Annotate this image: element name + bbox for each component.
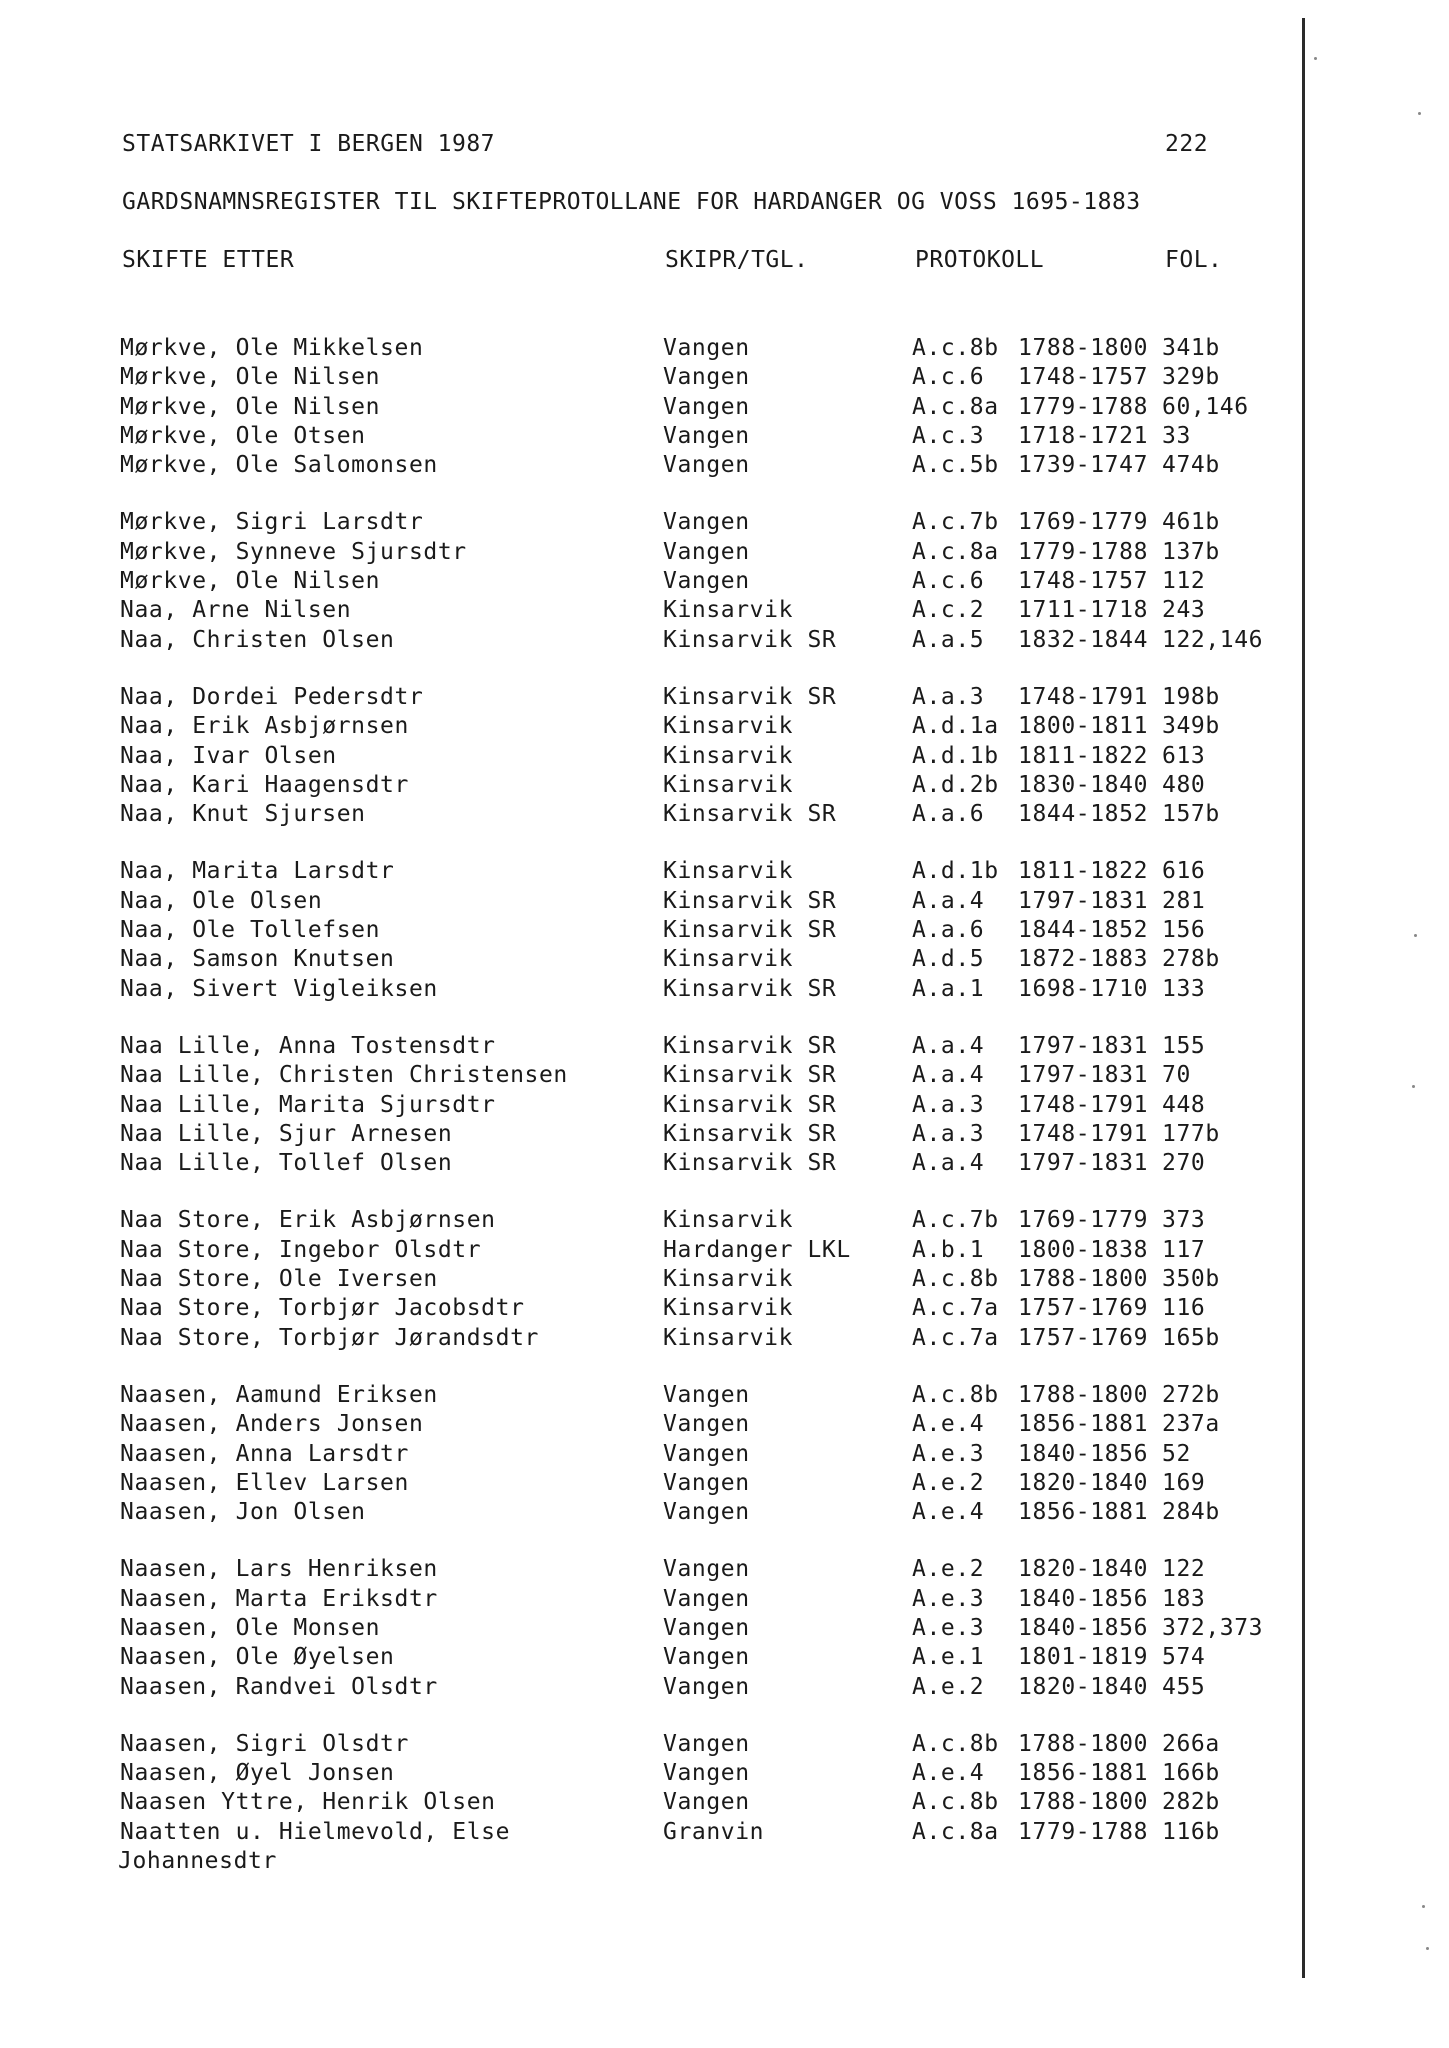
entry-years: 1800-1811 (1018, 713, 1149, 740)
entry-skipr: Kinsarvik (663, 1324, 794, 1351)
entry-folio: 122 (1162, 1556, 1206, 1583)
archive-title: STATSARKIVET I BERGEN 1987 (122, 131, 496, 157)
table-row (0, 451, 1300, 480)
entry-years: 1748-1791 (1018, 1091, 1149, 1118)
entry-name: Naa Lille, Anna Tostensdtr (120, 1032, 496, 1059)
entry-folio: 156 (1162, 917, 1206, 944)
entry-skipr: Vangen (663, 393, 750, 420)
entry-folio: 613 (1162, 742, 1206, 769)
entry-years: 1830-1840 (1018, 771, 1149, 798)
entry-protokoll: A.e.4 (912, 1411, 985, 1438)
table-row (0, 1788, 1300, 1817)
entry-years: 1832-1844 (1018, 626, 1149, 653)
entry-years: 1739-1747 (1018, 452, 1149, 479)
entry-name: Naasen, Lars Henriksen (120, 1556, 438, 1583)
entry-folio: 116 (1162, 1295, 1206, 1322)
table-row (0, 1498, 1300, 1527)
entry-skipr: Kinsarvik (663, 742, 794, 769)
entry-skipr: Kinsarvik (663, 713, 794, 740)
table-row (0, 800, 1300, 829)
entry-folio: 372,373 (1162, 1614, 1264, 1641)
entry-name: Naa Store, Ingebor Olsdtr (120, 1236, 482, 1263)
entry-folio: 243 (1162, 597, 1206, 624)
entry-name: Naa Lille, Sjur Arnesen (120, 1120, 453, 1147)
entry-protokoll: A.a.4 (912, 1032, 985, 1059)
entry-folio: 112 (1162, 568, 1206, 595)
table-row (0, 1643, 1300, 1672)
entry-skipr: Hardanger LKL (663, 1236, 851, 1263)
register-subtitle: GARDSNAMNSREGISTER TIL SKIFTEPROTOLLANE FOR HARDANGER OG VOSS 1695-1883 (122, 189, 1141, 215)
entry-name: Naa, Marita Larsdtr (120, 858, 395, 885)
entry-folio: 341b (1162, 335, 1220, 361)
entry-years: 1769-1779 (1018, 509, 1149, 536)
entry-years: 1788-1800 (1018, 1789, 1149, 1816)
entry-years: 1748-1757 (1018, 364, 1149, 391)
entry-folio: 165b (1162, 1324, 1220, 1351)
entry-protokoll: A.a.4 (912, 1062, 985, 1089)
entry-skipr: Vangen (663, 1556, 750, 1583)
entry-skipr: Granvin (663, 1818, 765, 1845)
entry-name: Naa Store, Erik Asbjørnsen (120, 1207, 496, 1234)
entry-years: 1779-1788 (1018, 1818, 1149, 1845)
table-row (0, 1469, 1300, 1498)
entry-years: 1748-1757 (1018, 568, 1149, 595)
entry-protokoll: A.e.4 (912, 1499, 985, 1526)
entry-years: 1844-1852 (1018, 917, 1149, 944)
table-row (0, 1730, 1300, 1759)
table-row (0, 1120, 1300, 1149)
entry-years: 1788-1800 (1018, 1381, 1149, 1408)
entry-name: Naasen, Aamund Eriksen (120, 1381, 438, 1408)
entry-skipr: Vangen (663, 1585, 750, 1612)
entry-years: 1748-1791 (1018, 1120, 1149, 1147)
entry-years: 1811-1822 (1018, 858, 1149, 885)
entry-years: 1811-1822 (1018, 742, 1149, 769)
entry-name: Mørkve, Ole Nilsen (120, 364, 381, 391)
entry-skipr: Vangen (663, 568, 750, 595)
entry-folio: 52 (1162, 1440, 1191, 1467)
entry-folio: 480 (1162, 771, 1206, 798)
entry-protokoll: A.c.7b (912, 1207, 999, 1234)
entry-name: Naa, Dordei Pedersdtr (120, 683, 424, 710)
entry-name: Naa, Erik Asbjørnsen (120, 713, 409, 740)
entry-skipr: Kinsarvik (663, 597, 794, 624)
entry-protokoll: A.c.8b (912, 1266, 999, 1293)
entry-skipr: Vangen (663, 1499, 750, 1526)
entry-years: 1779-1788 (1018, 393, 1149, 420)
table-row (0, 393, 1300, 422)
entry-protokoll: A.e.3 (912, 1440, 985, 1467)
entry-protokoll: A.a.3 (912, 683, 985, 710)
entry-years: 1856-1881 (1018, 1760, 1149, 1787)
entry-years: 1788-1800 (1018, 1730, 1149, 1757)
entry-skipr: Kinsarvik (663, 946, 794, 973)
entry-skipr: Kinsarvik (663, 1207, 794, 1234)
table-row (0, 975, 1300, 1004)
entry-skipr: Kinsarvik (663, 771, 794, 798)
entry-skipr: Vangen (663, 422, 750, 449)
entry-years: 1718-1721 (1018, 422, 1149, 449)
entry-name: Naasen Yttre, Henrik Olsen (120, 1789, 496, 1816)
entry-name: Mørkve, Ole Mikkelsen (120, 335, 424, 361)
entry-skipr: Vangen (663, 452, 750, 479)
entry-years: 1844-1852 (1018, 801, 1149, 828)
table-row (0, 1381, 1300, 1410)
entry-skipr: Vangen (663, 1469, 750, 1496)
entry-years: 1801-1819 (1018, 1644, 1149, 1671)
table-row (0, 1673, 1300, 1702)
table-row (0, 1032, 1300, 1061)
table-row (0, 1759, 1300, 1788)
column-header-skipr: SKIPR/TGL. (665, 247, 809, 273)
entry-protokoll: A.c.7b (912, 509, 999, 536)
entry-folio: 616 (1162, 858, 1206, 885)
scan-speck (1422, 1905, 1425, 1908)
entry-years: 1788-1800 (1018, 1266, 1149, 1293)
entry-folio: 329b (1162, 364, 1220, 391)
entry-folio: 278b (1162, 946, 1220, 973)
entry-skipr: Kinsarvik SR (663, 1150, 837, 1177)
entry-skipr: Vangen (663, 1730, 750, 1757)
entry-protokoll: A.c.7a (912, 1295, 999, 1322)
entry-skipr: Vangen (663, 509, 750, 536)
table-row (0, 1265, 1300, 1294)
table-row (0, 683, 1300, 712)
entry-protokoll: A.c.8b (912, 335, 999, 361)
entry-folio: 183 (1162, 1585, 1206, 1612)
entry-folio: 157b (1162, 801, 1220, 828)
entry-folio: 373 (1162, 1207, 1206, 1234)
entry-skipr: Kinsarvik (663, 1266, 794, 1293)
entry-protokoll: A.a.6 (912, 801, 985, 828)
entry-name: Naasen, Ellev Larsen (120, 1469, 409, 1496)
table-row (0, 1585, 1300, 1614)
entry-protokoll: A.c.8b (912, 1381, 999, 1408)
entry-folio: 177b (1162, 1120, 1220, 1147)
entry-name: Naa Lille, Christen Christensen (120, 1062, 568, 1089)
table-row (0, 1818, 1300, 1847)
entry-years: 1797-1831 (1018, 1062, 1149, 1089)
page-edge-line (1302, 18, 1305, 1978)
entry-name: Naa, Ole Olsen (120, 887, 323, 914)
entry-protokoll: A.c.2 (912, 597, 985, 624)
entry-protokoll: A.e.2 (912, 1469, 985, 1496)
table-row (0, 1410, 1300, 1439)
entry-years: 1840-1856 (1018, 1614, 1149, 1641)
entry-years: 1757-1769 (1018, 1295, 1149, 1322)
entry-skipr: Vangen (663, 1760, 750, 1787)
entry-folio: 155 (1162, 1032, 1206, 1059)
entry-folio: 198b (1162, 683, 1220, 710)
entry-name: Naa Store, Ole Iversen (120, 1266, 438, 1293)
entry-name: Naa Lille, Marita Sjursdtr (120, 1091, 496, 1118)
entry-years: 1856-1881 (1018, 1411, 1149, 1438)
table-row (0, 1091, 1300, 1120)
entry-name: Naa, Kari Haagensdtr (120, 771, 409, 798)
entry-folio: 474b (1162, 452, 1220, 479)
entry-name: Naa, Christen Olsen (120, 626, 395, 653)
entry-folio: 448 (1162, 1091, 1206, 1118)
entry-name: Naa Lille, Tollef Olsen (120, 1150, 453, 1177)
entry-skipr: Kinsarvik SR (663, 1120, 837, 1147)
entry-years: 1757-1769 (1018, 1324, 1149, 1351)
entry-protokoll: A.b.1 (912, 1236, 985, 1263)
entry-skipr: Vangen (663, 1673, 750, 1700)
entry-name: Naasen, Jon Olsen (120, 1499, 366, 1526)
entry-folio: 137b (1162, 538, 1220, 565)
entry-years: 1797-1831 (1018, 1150, 1149, 1177)
entry-protokoll: A.e.2 (912, 1556, 985, 1583)
entry-folio: 282b (1162, 1789, 1220, 1816)
column-header-name: SKIFTE ETTER (122, 247, 295, 273)
table-row (0, 887, 1300, 916)
entry-protokoll: A.c.5b (912, 452, 999, 479)
entry-protokoll: A.e.3 (912, 1585, 985, 1612)
table-row (0, 1206, 1300, 1235)
table-row (0, 916, 1300, 945)
entry-name: Naa Store, Torbjør Jacobsdtr (120, 1295, 525, 1322)
entry-folio: 272b (1162, 1381, 1220, 1408)
entry-folio: 70 (1162, 1062, 1191, 1089)
entry-protokoll: A.c.8a (912, 393, 999, 420)
entry-skipr: Vangen (663, 1644, 750, 1671)
entry-folio: 169 (1162, 1469, 1206, 1496)
table-row (0, 742, 1300, 771)
entry-skipr: Vangen (663, 1440, 750, 1467)
entry-protokoll: A.a.4 (912, 887, 985, 914)
table-row (0, 1440, 1300, 1469)
scan-speck (1314, 57, 1317, 60)
entry-protokoll: A.a.3 (912, 1091, 985, 1118)
entry-protokoll: A.d.1b (912, 858, 999, 885)
entry-name: Naa, Sivert Vigleiksen (120, 975, 438, 1002)
entry-skipr: Vangen (663, 1614, 750, 1641)
entry-protokoll: A.e.3 (912, 1614, 985, 1641)
entry-years: 1797-1831 (1018, 887, 1149, 914)
entry-name: Naasen, Marta Eriksdtr (120, 1585, 438, 1612)
table-row (0, 1324, 1300, 1353)
entry-protokoll: A.c.6 (912, 364, 985, 391)
page-number: 222 (1165, 131, 1209, 157)
entry-name: Naa, Knut Sjursen (120, 801, 366, 828)
entry-protokoll: A.d.1b (912, 742, 999, 769)
entry-folio: 60,146 (1162, 393, 1249, 420)
entry-years: 1711-1718 (1018, 597, 1149, 624)
entry-protokoll: A.c.8a (912, 1818, 999, 1845)
scan-speck (1412, 1085, 1415, 1088)
scan-speck (1418, 112, 1421, 115)
entry-skipr: Kinsarvik SR (663, 887, 837, 914)
entry-name: Mørkve, Ole Nilsen (120, 568, 381, 595)
entry-years: 1840-1856 (1018, 1440, 1149, 1467)
entry-skipr: Kinsarvik SR (663, 626, 837, 653)
register-table (0, 334, 1300, 1847)
table-row (0, 567, 1300, 596)
entry-folio: 133 (1162, 975, 1206, 1002)
entry-name: Naa, Samson Knutsen (120, 946, 395, 973)
entry-name: Naa, Ivar Olsen (120, 742, 337, 769)
entry-name: Naasen, Anna Larsdtr (120, 1440, 409, 1467)
entry-folio: 117 (1162, 1236, 1206, 1263)
entry-years: 1820-1840 (1018, 1673, 1149, 1700)
table-row (0, 771, 1300, 800)
entry-folio: 166b (1162, 1760, 1220, 1787)
entry-skipr: Kinsarvik SR (663, 1091, 837, 1118)
entry-skipr: Kinsarvik SR (663, 1062, 837, 1089)
entry-skipr: Kinsarvik SR (663, 683, 837, 710)
entry-skipr: Kinsarvik SR (663, 1032, 837, 1059)
entry-skipr: Vangen (663, 364, 750, 391)
column-header-protokoll: PROTOKOLL (915, 247, 1045, 273)
entry-name: Mørkve, Ole Salomonsen (120, 452, 438, 479)
entry-skipr: Kinsarvik (663, 1295, 794, 1322)
entry-protokoll: A.c.8b (912, 1730, 999, 1757)
table-row (0, 422, 1300, 451)
entry-protokoll: A.d.1a (912, 713, 999, 740)
entry-skipr: Kinsarvik SR (663, 801, 837, 828)
entry-years: 1820-1840 (1018, 1469, 1149, 1496)
entry-name: Naatten u. Hielmevold, Else (120, 1818, 511, 1845)
entry-years: 1872-1883 (1018, 946, 1149, 973)
entry-years: 1788-1800 (1018, 335, 1149, 361)
column-header-fol: FOL. (1165, 247, 1223, 273)
entry-folio: 350b (1162, 1266, 1220, 1293)
entry-folio: 455 (1162, 1673, 1206, 1700)
entry-protokoll: A.c.8a (912, 538, 999, 565)
entry-name: Naasen, Øyel Jonsen (120, 1760, 395, 1787)
scan-speck (1426, 1947, 1429, 1950)
entry-name: Mørkve, Ole Nilsen (120, 393, 381, 420)
entry-folio: 270 (1162, 1150, 1206, 1177)
entry-name: Naasen, Randvei Olsdtr (120, 1673, 438, 1700)
entry-name: Naa, Arne Nilsen (120, 597, 352, 624)
entry-skipr: Vangen (663, 335, 750, 361)
table-row (0, 334, 1300, 363)
entry-skipr: Vangen (663, 538, 750, 565)
table-row (0, 1294, 1300, 1323)
continuation-text: Johannesdtr (118, 1848, 277, 1874)
entry-name: Naasen, Sigri Olsdtr (120, 1730, 409, 1757)
entry-name: Naa, Ole Tollefsen (120, 917, 381, 944)
entry-protokoll: A.a.5 (912, 626, 985, 653)
table-row (0, 596, 1300, 625)
entry-folio: 116b (1162, 1818, 1220, 1845)
entry-folio: 122,146 (1162, 626, 1264, 653)
entry-name: Naasen, Ole Øyelsen (120, 1644, 395, 1671)
entry-protokoll: A.a.4 (912, 1150, 985, 1177)
table-row (0, 857, 1300, 886)
table-row (0, 712, 1300, 741)
table-row (0, 508, 1300, 537)
table-row (0, 363, 1300, 392)
entry-protokoll: A.e.1 (912, 1644, 985, 1671)
entry-protokoll: A.c.8b (912, 1789, 999, 1816)
table-row (0, 945, 1300, 974)
entry-protokoll: A.e.2 (912, 1673, 985, 1700)
table-row (0, 1555, 1300, 1584)
entry-years: 1797-1831 (1018, 1032, 1149, 1059)
entry-protokoll: A.a.3 (912, 1120, 985, 1147)
entry-skipr: Kinsarvik SR (663, 917, 837, 944)
entry-name: Naasen, Anders Jonsen (120, 1411, 424, 1438)
entry-skipr: Vangen (663, 1381, 750, 1408)
entry-protokoll: A.a.1 (912, 975, 985, 1002)
entry-skipr: Kinsarvik (663, 858, 794, 885)
entry-skipr: Vangen (663, 1411, 750, 1438)
table-row (0, 1236, 1300, 1265)
entry-years: 1840-1856 (1018, 1585, 1149, 1612)
entry-years: 1779-1788 (1018, 538, 1149, 565)
entry-years: 1856-1881 (1018, 1499, 1149, 1526)
entry-name: Mørkve, Sigri Larsdtr (120, 509, 424, 536)
entry-protokoll: A.d.2b (912, 771, 999, 798)
entry-folio: 33 (1162, 422, 1191, 449)
entry-protokoll: A.c.7a (912, 1324, 999, 1351)
entry-protokoll: A.c.3 (912, 422, 985, 449)
entry-years: 1748-1791 (1018, 683, 1149, 710)
entry-folio: 461b (1162, 509, 1220, 536)
entry-folio: 281 (1162, 887, 1206, 914)
entry-skipr: Kinsarvik SR (663, 975, 837, 1002)
entry-folio: 284b (1162, 1499, 1220, 1526)
table-row (0, 1614, 1300, 1643)
entry-protokoll: A.a.6 (912, 917, 985, 944)
table-row (0, 1149, 1300, 1178)
entry-name: Naa Store, Torbjør Jørandsdtr (120, 1324, 539, 1351)
entry-protokoll: A.d.5 (912, 946, 985, 973)
entry-years: 1769-1779 (1018, 1207, 1149, 1234)
entry-years: 1698-1710 (1018, 975, 1149, 1002)
entry-folio: 266a (1162, 1730, 1220, 1757)
entry-protokoll: A.c.6 (912, 568, 985, 595)
entry-years: 1820-1840 (1018, 1556, 1149, 1583)
entry-years: 1800-1838 (1018, 1236, 1149, 1263)
entry-folio: 349b (1162, 713, 1220, 740)
entry-protokoll: A.e.4 (912, 1760, 985, 1787)
table-row (0, 538, 1300, 567)
table-row (0, 626, 1300, 655)
entry-name: Naasen, Ole Monsen (120, 1614, 381, 1641)
table-row (0, 1061, 1300, 1090)
entry-folio: 237a (1162, 1411, 1220, 1438)
scan-speck (1414, 934, 1417, 937)
entry-skipr: Vangen (663, 1789, 750, 1816)
entry-name: Mørkve, Ole Otsen (120, 422, 366, 449)
entry-folio: 574 (1162, 1644, 1206, 1671)
entry-name: Mørkve, Synneve Sjursdtr (120, 538, 467, 565)
